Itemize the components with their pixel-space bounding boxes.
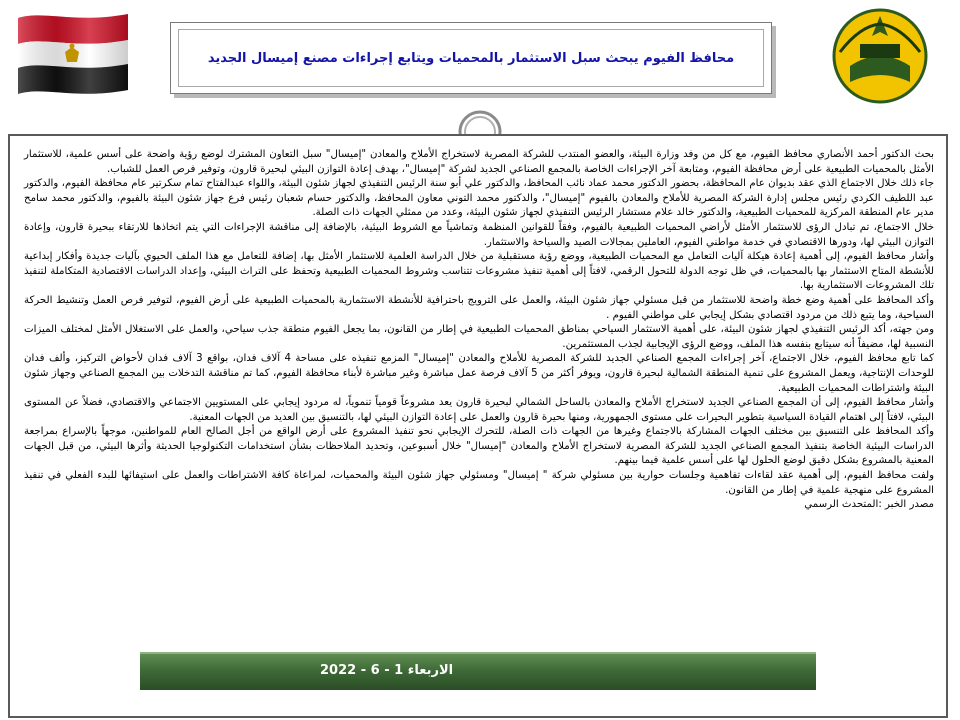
paragraph: خلال الاجتماع، تم تبادل الرؤى للاستثمار الأمثل لأراضي المحميات الطبيعية بالفيوم، وفقاً للقوانين المنظمة وتماشياً مع الشروط البيئية، بالإضافة إلى مناقشة الإجراءات التي يتم اتخاذها للارتقاء ببحيرة قارون، وإعادة التوازن البيئي لها، ودورها الاقتصادي في خدمة مواطني الفيوم، العاملين بمجالات الصيد والسياحة والاستثمار. — [24, 221, 934, 248]
governorate-logo-icon — [830, 6, 930, 106]
paragraph: ولفت محافظ الفيوم، إلى أهمية عقد لقاءات تفاهمية وجلسات حوارية بين مسئولي شركة " إميسال" ومسئولي جهاز شئون البيئة والمحميات، لمراعاة كافة الاشتراطات والعمل على استيفائها للبدء الفعلي في تنفيذ المشروع على منهجية علمية في إطار من القانون. — [24, 470, 934, 496]
headline-box — [170, 22, 772, 94]
news-source: مصدر الخبر :المتحدث الرسمي — [804, 499, 934, 511]
headline-inner-frame — [178, 29, 764, 87]
date-bar — [10, 652, 810, 690]
article-frame — [8, 134, 948, 718]
paragraph: وأشار محافظ الفيوم، إلى أهمية إعادة هيكلة آليات التعامل مع المحميات الطبيعية، ووضع رؤية مستقبلية من خلال الدراسة العلمية للاستثمار الأمثل بها، إضافة للتعامل مع هذا الملف الحيوي بآليات جديدة وأفكار إبداعية للأنشطة المتاح الاستثمار بها بالمحميات، في ظل توجه الدولة للتحول الرقمي، لافتاً إلى أهمية تنفيذ مشروعات تتناسب وشروط المحميات الطبيعية وتحفظ على التراث البيئي، وإعداد الدراسات الاقتصادية المتكاملة لتنفيذ تلك المشروعات الاستثمارية بها. — [24, 251, 934, 292]
publish-date: الاربعاء 1 - 6 - 2022 — [320, 663, 454, 678]
paragraph: كما تابع محافظ الفيوم، خلال الاجتماع، آخر إجراءات المجمع الصناعي الجديد للشركة المصرية للأملاح والمعادن "إميسال" المزمع تنفيذه على مساحة 4 آلاف فدان، بواقع 3 آلاف فدان لأحواض التركيز، وألف فدان للوحدات الإنتاجية، ويعمل المشروع على تنمية المنطقة الشمالية لبحيرة قارون، ويوفر أكثر من 5 آلاف فرصة عمل مباشرة وغير مباشرة لأبناء محافظة الفيوم، كما تم مناقشة التدخلات بين المجمع الصناعي وجهاز شئون البيئة واشتراطات المحميات الطبيعية. — [24, 353, 934, 394]
paragraph: جاء ذلك خلال الاجتماع الذي عقد بديوان عام المحافظة، بحضور الدكتور محمد عماد نائب المحافظ، والدكتور علي أبو سنة الرئيس التنفيذي لجهاز شئون البيئة، واللواء عبدالفتاح تمام سكرتير عام محافظة الفيوم، والدكتور عبد اللطيف الكردي رئيس مجلس إدارة الشركة المصرية للأملاح والمعادن بالفيوم "إميسال"، والدكتور محمد التوني معاون المحافظ، والدكتور حسام شعبان رئيس فرع جهاز شئون البيئة بالفيوم، والدكتور محمد سامح مدير عام المنطقة المركزية للمحميات الطبيعية، والدكتور خالد علام مستشار الرئيس التنفيذي لجهاز شئون البيئة، وعدد من ممثلي الجهات ذات الصلة. — [24, 178, 934, 219]
egypt-flag-icon — [14, 10, 132, 94]
paragraph: وأشار محافظ الفيوم، إلى أن المجمع الصناعي الجديد لاستخراج الأملاح والمعادن بالساحل الشمالي لبحيرة قارون يعد مشروعاً قومياً تنموياً، له مردود إيجابي على المستويين الاجتماعي والاقتصادي، فضلاً عن المستوى البيئي، لافتاً إلى اهتمام القيادة السياسية بتطوير البحيرات على مستوى الجمهورية، ومنها بحيرة قارون والعمل على إعادة التوازن البيئي لها، بالتنسيق بين العديد من الجهات المعنية. — [24, 397, 934, 423]
paragraph: وأكد المحافظ على التنسيق بين مختلف الجهات المشاركة بالاجتماع وغيرها من الجهات ذات الصلة، للتحرك الإيجابي نحو تنفيذ المشروع على أرض الواقع من أجل الصالح العام للمواطنين، موجهاً بالإسراع بمراجعة الدراسات البيئية الخاصة بتنفيذ المجمع الصناعي الجديد للشركة المصرية لاستخراج الأملاح والمعادن "إميسال" خلال أسبوعين، وتحديد الملاحظات بشأن استخدامات التكنولوجيا الحديثة وأثرها البيئي، من قبل الجهات المعنية بالمشروع بشكل دقيق لوضع الحلول لها على أسس علمية فيما بينهم. — [24, 426, 934, 467]
paragraph: وأكد المحافظ على أهمية وضع خطة واضحة للاستثمار من قبل مسئولي جهاز شئون البيئة، والعمل على الترويج باحترافية للأنشطة الاستثمارية بالمحميات الطبيعية على أرض الفيوم، لتوفير فرص العمل وتنشيط الحركة السياحية، وما يتبع ذلك من مردود اقتصادي بشكل إيجابي على مواطني الفيوم . — [24, 294, 934, 321]
date-bar-fill — [140, 652, 816, 690]
headline: محافظ الفيوم يبحث سبل الاستثمار بالمحميات ويتابع إجراءات مصنع إميسال الجديد — [207, 50, 735, 66]
paragraph: بحث الدكتور أحمد الأنصاري محافظ الفيوم، مع كل من وفد وزارة البيئة، والعضو المنتدب للشركة المصرية لاستخراج الأملاح والمعادن "إميسال" سبل التعاون المشترك لوضع رؤية واضحة على أسس علمية، للاستثمار الأمثل بالمحميات الطبيعية على أرض محافظة الفيوم، ومتابعة آخر الإجراءات الخاصة بالمجمع الصناعي الجديد لشركة "إميسال"، بهدف إعادة التوازن البيئي لبحيرة قارون، وتوفير فرص العمل للشباب. — [24, 149, 934, 175]
paragraph: ومن جهته، أكد الرئيس التنفيذي لجهاز شئون البيئة، على أهمية الاستثمار السياحي بمناطق المحميات الطبيعية في إطار من القانون، بما يجعل الفيوم منطقة جذب سياحي، والعمل على الاستغلال الأمثل لمختلف الميزات النسبية لها، مضيفاً أنه سيتابع بنفسه هذا الملف، ووضع الرؤى الإيجابية لجذب المستثمرين. — [24, 324, 934, 350]
article-body — [24, 148, 934, 513]
